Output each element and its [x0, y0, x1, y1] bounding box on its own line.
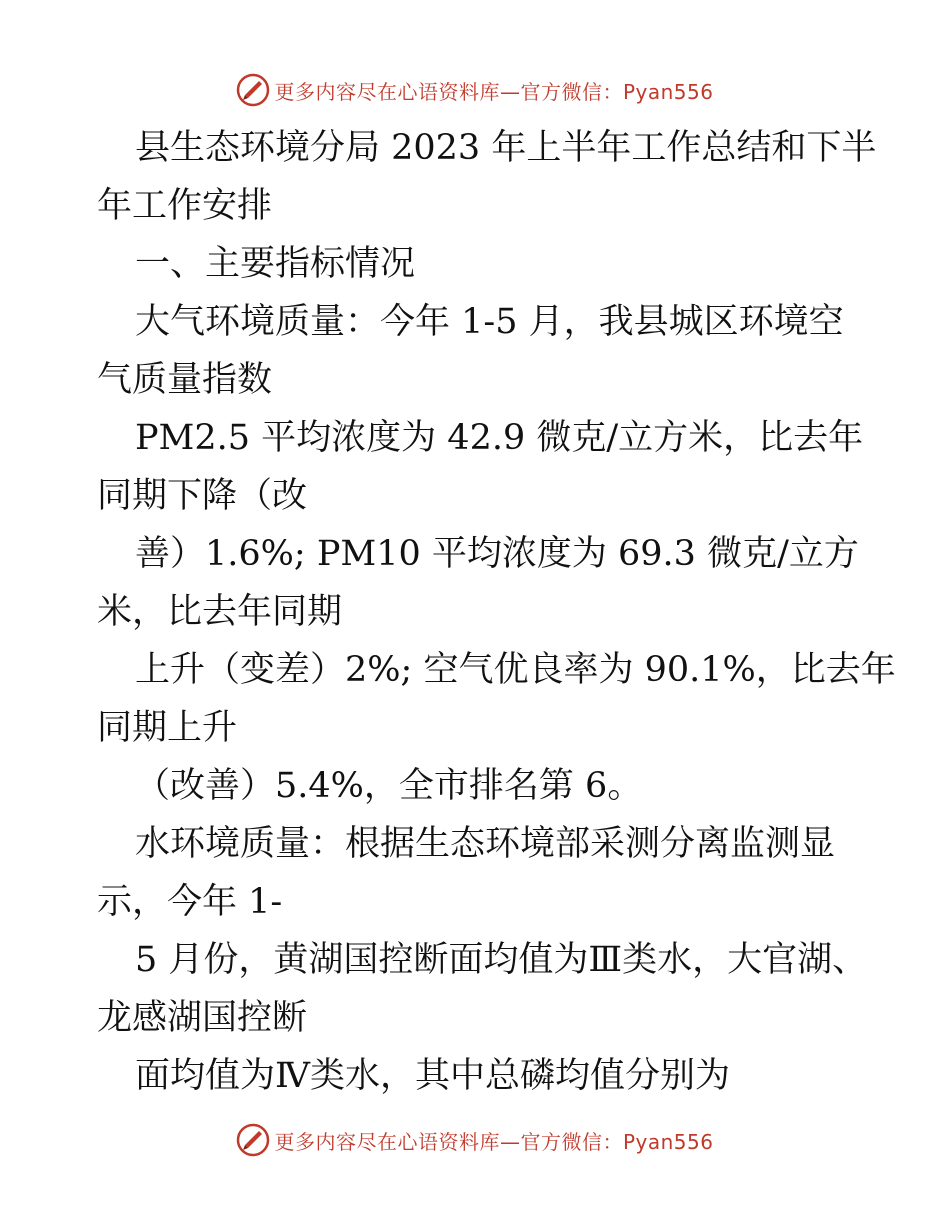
paragraph-line: 示，今年 1-	[97, 882, 283, 922]
paragraph-line: 龙感湖国控断	[97, 998, 308, 1038]
paragraph-line: （改善）5.4%，全市排名第 6。	[135, 766, 643, 806]
paragraph-line: 水环境质量：根据生态环境部采测分离监测显	[135, 824, 836, 864]
paragraph-line: 5 月份，黄湖国控断面均值为Ⅲ类水，大官湖、	[135, 940, 868, 980]
watermark-text: 更多内容尽在心语资料库—官方微信：Pyan556	[274, 1129, 714, 1154]
paragraph-line: PM2.5 平均浓度为 42.9 微克/立方米，比去年	[135, 418, 864, 458]
paragraph-line: 米，比去年同期	[97, 592, 343, 632]
footer-watermark	[0, 1120, 950, 1160]
paragraph-line: 同期上升	[97, 708, 238, 748]
paragraph-line: 面均值为Ⅳ类水，其中总磷均值分别为	[135, 1056, 730, 1096]
logo-icon	[236, 1123, 270, 1157]
paragraph-line: 同期下降（改	[97, 476, 308, 516]
section-heading: 一、主要指标情况	[135, 244, 416, 284]
paragraph-line: 大气环境质量：今年 1-5 月，我县城区环境空	[135, 302, 844, 342]
doc-title-line-1: 县生态环境分局 2023 年上半年工作总结和下半	[135, 128, 877, 168]
watermark-text: 更多内容尽在心语资料库—官方微信：Pyan556	[274, 79, 714, 104]
paragraph-line: 上升（变差）2%; 空气优良率为 90.1%，比去年	[135, 650, 896, 690]
paragraph-line: 善）1.6%; PM10 平均浓度为 69.3 微克/立方	[135, 534, 859, 574]
paragraph-line: 气质量指数	[97, 360, 273, 400]
doc-title-line-2: 年工作安排	[97, 186, 273, 226]
